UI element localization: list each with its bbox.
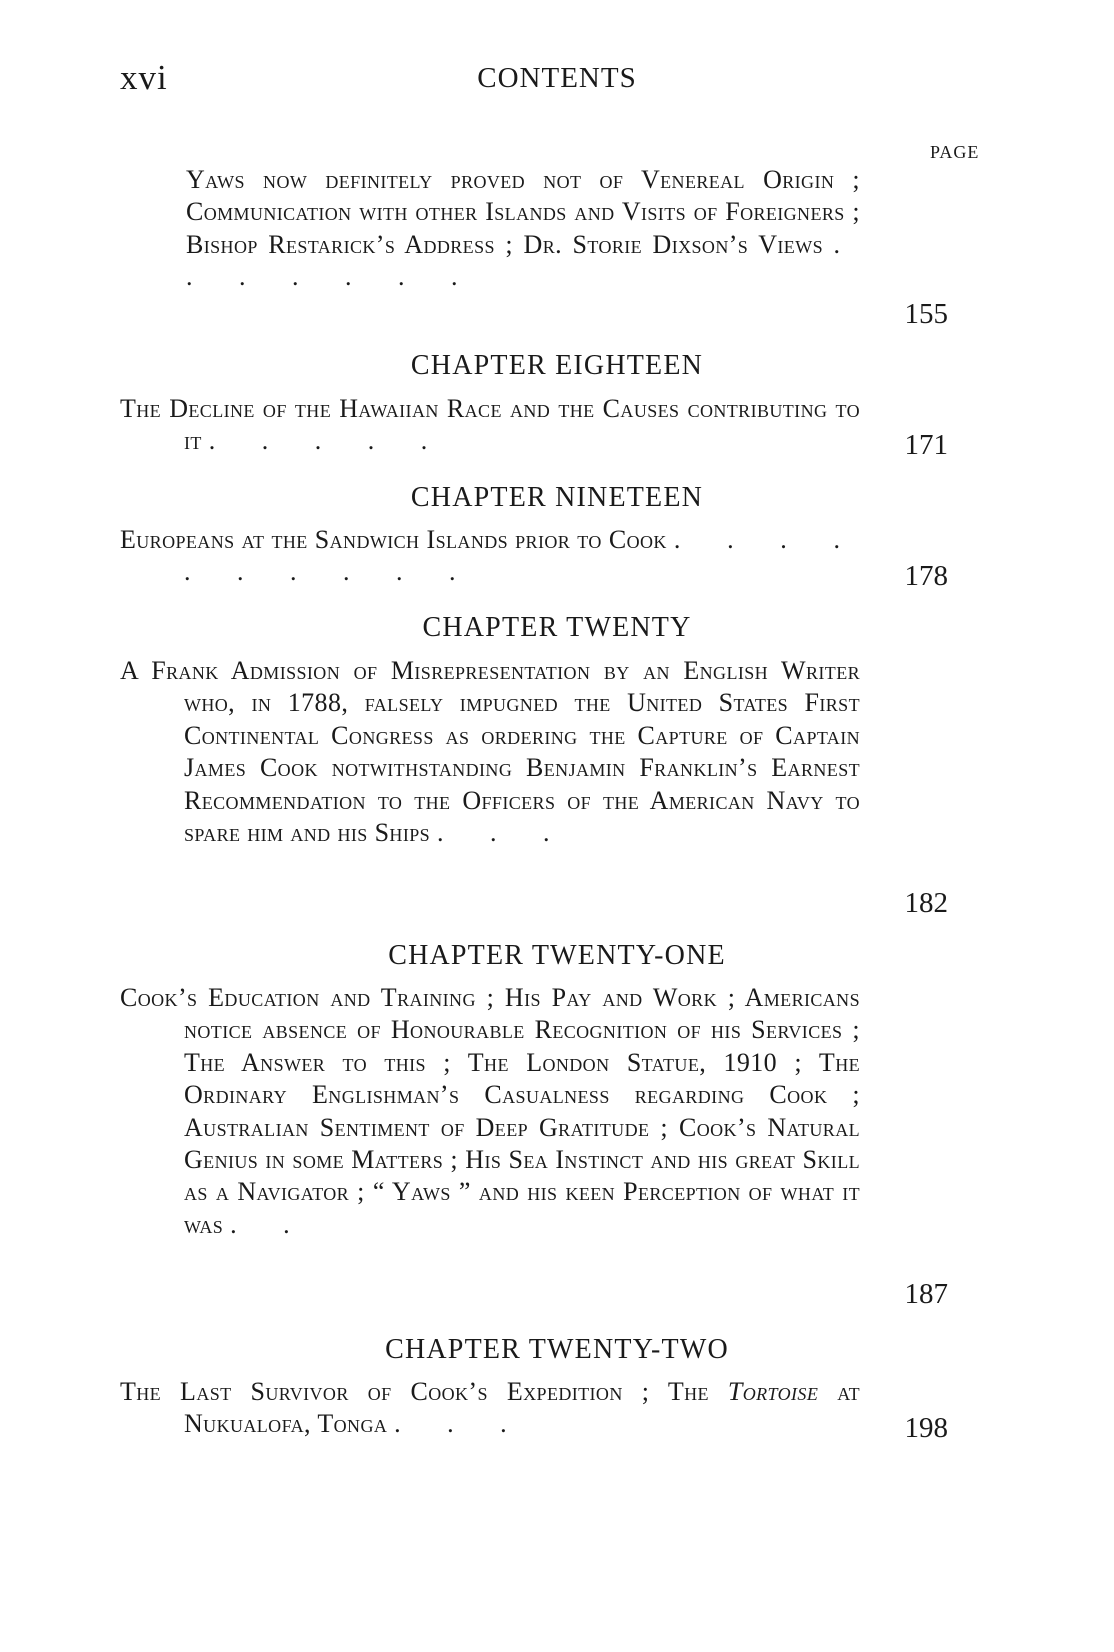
page-number: 155 <box>904 298 948 330</box>
chapter-heading: CHAPTER EIGHTEEN <box>410 350 704 381</box>
dot-leader: . . . . . <box>208 426 448 456</box>
entry-title: A Frank Admission of Misrepresentation by an English Writer who, in 1788, falsely impugned the United States First Continental Congress as ordering the Capture of Captain James Cook notwithstanding Benjamin Franklin’s Earnest Recommendation to the Officers of the American Navy to spare him and his Ships . . . <box>120 656 860 848</box>
entry-title: Yaws now definitely proved not of Venereal Origin ; Communication with other Islands and Visits of Foreigners ; Bishop Restarick’s Address ; Dr. Storie Dixson’s Views . . . . . . . <box>186 165 861 292</box>
chapter-heading: CHAPTER TWENTY-ONE <box>388 940 726 971</box>
page-number: 198 <box>904 1412 948 1444</box>
folio: xvi <box>120 58 168 97</box>
page-number: 178 <box>904 560 948 592</box>
entry-title: Europeans at the Sandwich Islands prior to Cook . . . . . . . . . . <box>120 525 860 587</box>
dot-leader: . . . . . . . <box>186 229 861 292</box>
running-head <box>0 58 1114 106</box>
entry-title: Cook’s Education and Training ; His Pay and Work ; Americans notice absence of Honourable Recognition of his Services ; The Answer to this ; The London Statue, 1910 ; The Ordinary Englishman’s Casualness regarding Cook ; Australian Sentiment of Deep Gratitude ; Cook’s Natural Genius in some Matters ; His Sea Instinct and his great Skill as a Navigator ; “ Yaws ” and his keen Perception of what it was . . <box>120 983 860 1239</box>
chapter-heading: CHAPTER TWENTY <box>422 612 692 643</box>
running-title: CONTENTS <box>477 62 637 94</box>
dot-leader: . . . . . . . . . . <box>184 525 860 587</box>
page-column-label: PAGE <box>930 142 980 162</box>
chapter-heading: CHAPTER TWENTY-TWO <box>385 1334 729 1365</box>
entry-title: The Decline of the Hawaiian Race and the Causes contributing to it . . . . . <box>120 394 860 456</box>
page-number: 187 <box>904 1278 948 1310</box>
chapter-heading: CHAPTER NINETEEN <box>410 482 704 513</box>
entry-title: The Last Survivor of Cook’s Expedition ; The Tortoise at Nukualofa, Tonga . . . <box>120 1377 861 1439</box>
dot-leader: . . <box>230 1209 310 1239</box>
page-number: 171 <box>904 429 948 461</box>
dot-leader: . . . <box>436 818 570 848</box>
ship-name: Tortoise <box>727 1377 819 1406</box>
dot-leader: . . . <box>394 1409 527 1439</box>
page-number: 182 <box>904 887 948 919</box>
